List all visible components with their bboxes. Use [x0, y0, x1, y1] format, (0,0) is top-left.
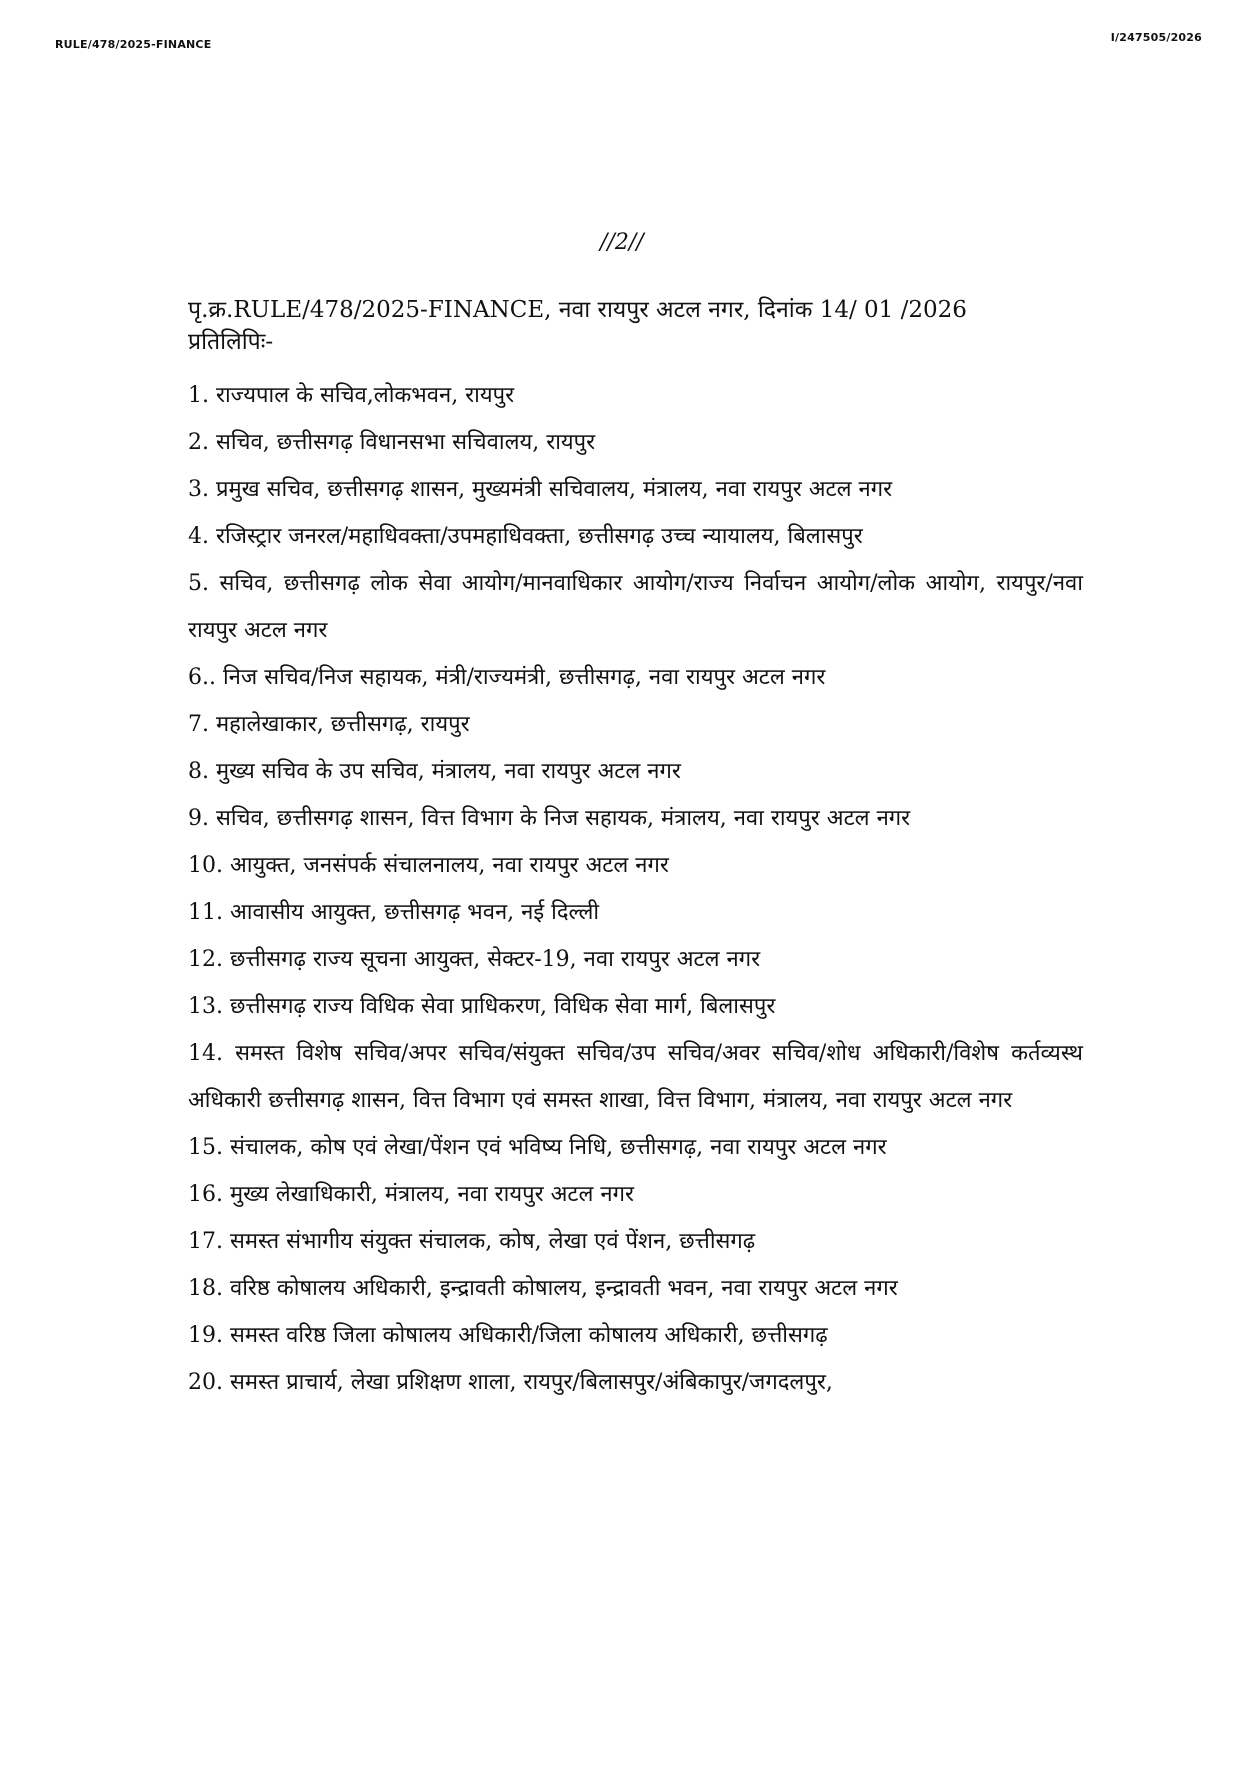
- recipient-item: 8. मुख्य सचिव के उप सचिव, मंत्रालय, नवा रायपुर अटल नगर: [188, 759, 681, 784]
- letter-body: [188, 294, 1083, 1406]
- recipient-item: 4. रजिस्ट्रार जनरल/महाधिवक्ता/उपमहाधिवक्ता, छत्तीसगढ़ उच्च न्यायालय, बिलासपुर: [188, 524, 863, 549]
- recipient-item: 2. सचिव, छत्तीसगढ़ विधानसभा सचिवालय, रायपुर: [188, 430, 596, 455]
- recipient-item: 12. छत्तीसगढ़ राज्य सूचना आयुक्त, सेक्टर-19, नवा रायपुर अटल नगर: [188, 947, 761, 972]
- copy-to-label: प्रतिलिपिः-: [188, 329, 274, 355]
- page-number-marker: //2//: [600, 230, 644, 255]
- recipient-item: 10. आयुक्त, जनसंपर्क संचालनालय, नवा रायपुर अटल नगर: [188, 853, 669, 878]
- recipient-list: [188, 372, 1083, 1406]
- recipient-item: 9. सचिव, छत्तीसगढ़ शासन, वित्त विभाग के निज सहायक, मंत्रालय, नवा रायपुर अटल नगर: [188, 806, 911, 831]
- recipient-item: 16. मुख्य लेखाधिकारी, मंत्रालय, नवा रायपुर अटल नगर: [188, 1182, 635, 1207]
- recipient-item: 5. सचिव, छत्तीसगढ़ लोक सेवा आयोग/मानवाधिकार आयोग/राज्य निर्वाचन आयोग/लोक आयोग, रायपुर/नवा रायपुर अटल नगर: [188, 571, 1083, 643]
- recipient-item: 6.. निज सचिव/निज सहायक, मंत्री/राज्यमंत्री, छत्तीसगढ़, नवा रायपुर अटल नगर: [188, 665, 826, 690]
- receipt-number-header: I/247505/2026: [1110, 31, 1202, 44]
- recipient-item: 1. राज्यपाल के सचिव,लोकभवन, रायपुर: [188, 383, 515, 408]
- recipient-item: 15. संचालक, कोष एवं लेखा/पेंशन एवं भविष्य निधि, छत्तीसगढ़, नवा रायपुर अटल नगर: [188, 1135, 887, 1160]
- recipient-item: 17. समस्त संभागीय संयुक्त संचालक, कोष, लेखा एवं पेंशन, छत्तीसगढ़: [188, 1229, 756, 1254]
- recipient-item: 20. समस्त प्राचार्य, लेखा प्रशिक्षण शाला, रायपुर/बिलासपुर/अंबिकापुर/जगदलपुर,: [188, 1370, 833, 1395]
- reference-line: पृ.क्र.RULE/478/2025-FINANCE, नवा रायपुर अटल नगर, दिनांक 14/ 01 /2026: [188, 297, 967, 323]
- recipient-item: 3. प्रमुख सचिव, छत्तीसगढ़ शासन, मुख्यमंत्री सचिवालय, मंत्रालय, नवा रायपुर अटल नगर: [188, 477, 893, 502]
- recipient-item: 13. छत्तीसगढ़ राज्य विधिक सेवा प्राधिकरण, विधिक सेवा मार्ग, बिलासपुर: [188, 994, 776, 1019]
- recipient-item: 7. महालेखाकार, छत्तीसगढ़, रायपुर: [188, 712, 470, 737]
- recipient-item: 14. समस्त विशेष सचिव/अपर सचिव/संयुक्त सचिव/उप सचिव/अवर सचिव/शोध अधिकारी/विशेष कर्तव्यस्थ अधिकारी छत्तीसगढ़ शासन, वित्त विभाग एवं समस्त शाखा, वित्त विभाग, मंत्रालय, नवा रायपुर अटल नगर: [188, 1041, 1083, 1113]
- file-reference-header: RULE/478/2025-FINANCE: [55, 38, 212, 51]
- recipient-item: 19. समस्त वरिष्ठ जिला कोषालय अधिकारी/जिला कोषालय अधिकारी, छत्तीसगढ़: [188, 1323, 828, 1348]
- recipient-item: 11. आवासीय आयुक्त, छत्तीसगढ़ भवन, नई दिल्ली: [188, 900, 600, 925]
- recipient-item: 18. वरिष्ठ कोषालय अधिकारी, इन्द्रावती कोषालय, इन्द्रावती भवन, नवा रायपुर अटल नगर: [188, 1276, 898, 1301]
